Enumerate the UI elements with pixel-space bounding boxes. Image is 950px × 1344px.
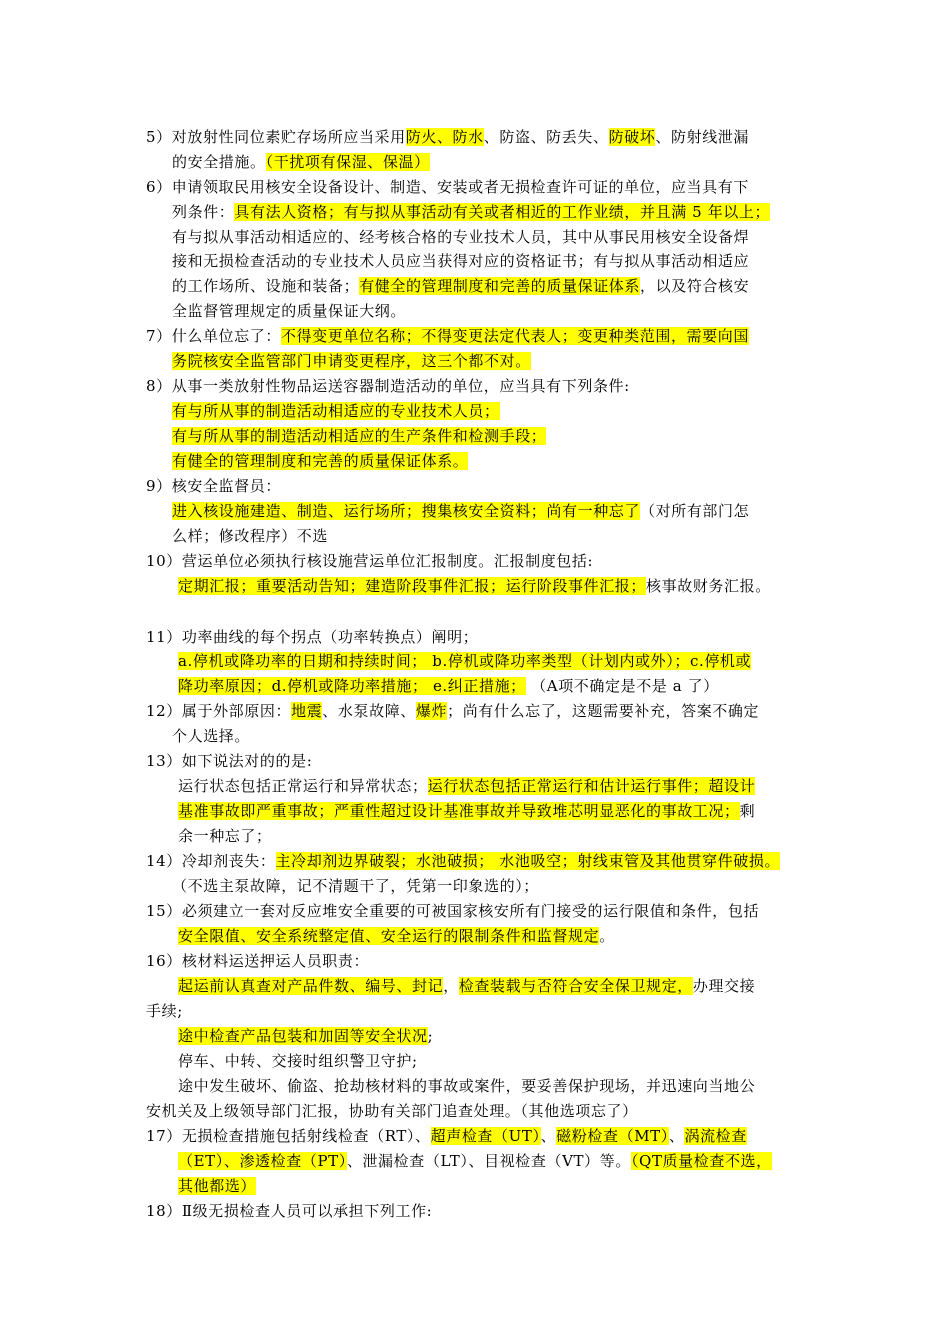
plain-text: 15）必须建立一套对反应堆安全重要的可被国家核安所有门接受的运行限值和条件，包括 [146,902,760,920]
plain-text: 、水泵故障、 [322,702,416,720]
text-line [172,151,430,173]
text-line [146,700,759,722]
highlighted-text: 务院核安全监管部门申请变更程序，这三个都不对。 [172,352,531,370]
highlighted-text: 涡流检查 [684,1127,747,1145]
highlighted-text: 防破坏 [608,128,656,146]
plain-text: 18）Ⅱ级无损检查人员可以承担下列工作: [146,1202,433,1220]
plain-text: 5）对放射性同位素贮存场所应当采用 [146,128,406,146]
text-line [146,1200,432,1222]
highlighted-text: 有健全的管理制度和完善的质量保证体系 [359,277,641,295]
plain-text: （不选主泵故障，记不清题干了，凭第一印象选的）； [172,877,539,895]
plain-text: 核事故财务汇报。 [646,577,771,595]
plain-text: 12）属于外部原因： [146,702,292,720]
plain-text: 6）申请领取民用核安全设备设计、制造、安装或者无损检查许可证的单位，应当具有下 [146,178,749,196]
plain-text: 有与拟从事活动相适应的、经考核合格的专业技术人员，其中从事民用核安全设备焊 [172,228,750,246]
text-line [146,475,281,497]
highlighted-text: 有健全的管理制度和完善的质量保证体系。 [172,452,469,470]
text-line [172,425,546,447]
plain-text: 、泄漏检查（LT）、目视检查（VT）等。 [346,1152,631,1170]
highlighted-text: 主冷却剂边界破裂；水池破损； 水池吸空；射线束管及其他贯穿件破损。 [275,852,781,870]
highlighted-text: 运行状态包括正常运行和估计运行事件；超设计 [427,777,756,795]
plain-text: 途中发生破坏、偷盗、抢劫核材料的事故或案件，要妥善保护现场，并迅速向当地公 [178,1077,756,1095]
text-line [146,750,312,772]
plain-text: 全监督管理规定的质量保证大纲。 [172,302,407,320]
text-line [146,1100,638,1122]
text-line [178,800,755,822]
plain-text: 7）什么单位忘了： [146,327,281,345]
text-line [178,925,615,947]
plain-text: 的工作场所、设施和装备； [172,277,360,295]
text-line [146,550,593,572]
text-line [146,325,749,347]
highlighted-text: 不得变更单位名称；不得变更法定代表人；变更种类范围，需要向国 [280,327,749,345]
text-line [172,500,749,522]
text-line [146,1125,747,1147]
plain-text: 13）如下说法对的的是: [146,752,313,770]
plain-text: 的安全措施。 [172,153,266,171]
plain-text: 、 [540,1127,557,1145]
plain-text: 办理交接 [692,977,756,995]
text-line [172,350,531,372]
plain-text: 停车、中转、交接时组织警卫守护; [178,1052,418,1070]
text-line [178,575,771,597]
highlighted-text: 检查装载与否符合安全保卫规定， [458,977,693,995]
text-line [172,300,406,322]
highlighted-text: 爆炸 [415,702,448,720]
text-line [146,126,749,148]
plain-text: （对所有部门怎 [640,502,750,520]
plain-text: 剩 [739,802,756,820]
plain-text: 列条件： [172,203,235,221]
plain-text: 11）功率曲线的每个拐点（功率转换点）阐明； [146,628,479,646]
plain-text: （A项不确定是不是 a 了） [525,677,719,695]
highlighted-text: （ET）、渗透检查（PT） [178,1152,347,1170]
text-line [172,400,500,422]
text-line [172,226,749,248]
plain-text: 手续; [146,1002,183,1020]
text-line [146,850,780,872]
text-line [146,900,759,922]
text-line [178,975,755,997]
text-line [178,1050,418,1072]
highlighted-text: 基准事故即严重事故；严重性超过设计基准事故并导致堆芯明显恶化的事故工况； [178,802,740,820]
highlighted-text: 其他都选） [178,1177,257,1195]
text-line [172,201,770,223]
text-line [178,1075,755,1097]
plain-text: 运行状态包括正常运行和异常状态； [178,777,428,795]
plain-text: 16）核材料运送押运人员职责： [146,952,370,970]
highlighted-text: 有与所从事的制造活动相适应的专业技术人员； [172,402,500,420]
highlighted-text: 进入核设施建造、制造、运行场所；搜集核安全资料；尚有一种忘了 [172,502,641,520]
text-line [178,650,751,672]
plain-text: 余一种忘了； [178,827,272,845]
text-line [178,1175,256,1197]
text-line [146,176,749,198]
plain-text: 个人选择。 [172,727,251,745]
highlighted-text: （干扰项有保湿、保温） [265,153,430,171]
text-line [172,525,328,547]
highlighted-text: 有与所从事的制造活动相适应的生产条件和检测手段； [172,427,547,445]
plain-text: 安机关及上级领导部门汇报，协助有关部门追查处理。（其他选项忘了） [146,1102,638,1120]
highlighted-text: 超声检查（UT） [430,1127,541,1145]
plain-text: 接和无损检查活动的专业技术人员应当获得对应的资格证书；有与拟从事活动相适应 [172,252,750,270]
plain-text: ，以及符合核安 [640,277,750,295]
text-line [146,375,630,397]
plain-text: 、 [668,1127,685,1145]
text-line [178,825,272,847]
highlighted-text: 安全限值、安全系统整定值、安全运行的限制条件和监督规定 [178,927,600,945]
plain-text: ， [443,977,459,995]
highlighted-text: 起运前认真查对产品件数、编号、封记 [178,977,444,995]
text-line [172,250,749,272]
plain-text: 10）营运单位必须执行核设施营运单位汇报制度。汇报制度包括: [146,552,594,570]
plain-text: ；尚有什么忘了，这题需要补充，答案不确定 [447,702,760,720]
text-line [146,626,478,648]
highlighted-text: 地震 [291,702,323,720]
plain-text: 9）核安全监督员： [146,477,281,495]
highlighted-text: a.停机或降功率的日期和持续时间； b.停机或降功率类型（计划内或外）；c.停机或 [178,652,752,670]
plain-text: 8）从事一类放射性物品运送容器制造活动的单位，应当具有下列条件: [146,377,630,395]
highlighted-text: 防火、防水 [405,128,484,146]
highlighted-text: 定期汇报；重要活动告知；建造阶段事件汇报；运行阶段事件汇报； [178,577,647,595]
text-line [172,275,749,297]
highlighted-text: 具有法人资格；有与拟从事活动有关或者相近的工作业绩，并且满 5 年以上； [234,203,771,221]
text-line [178,1150,772,1172]
text-line [172,725,250,747]
text-line [178,775,755,797]
plain-text: 、防盗、防丢失、 [483,128,609,146]
text-line [172,450,468,472]
text-line [146,950,369,972]
highlighted-text: 途中检查产品包装和加固等安全状况 [178,1027,428,1045]
plain-text: 么样；修改程序）不选 [172,527,329,545]
plain-text: 14）冷却剂丧失： [146,852,276,870]
plain-text: ; [427,1027,434,1045]
highlighted-text: （QT质量检查不选， [630,1152,772,1170]
plain-text: 、防射线泄漏 [655,128,749,146]
plain-text: 。 [599,927,615,945]
text-line [146,1000,183,1022]
text-line [172,875,539,897]
highlighted-text: 降功率原因；d.停机或降功率措施； e.纠正措施； [178,677,526,695]
text-line [178,675,719,697]
text-line [178,1025,433,1047]
plain-text: 17）无损检查措施包括射线检查（RT）、 [146,1127,431,1145]
highlighted-text: 磁粉检查（MT） [556,1127,669,1145]
